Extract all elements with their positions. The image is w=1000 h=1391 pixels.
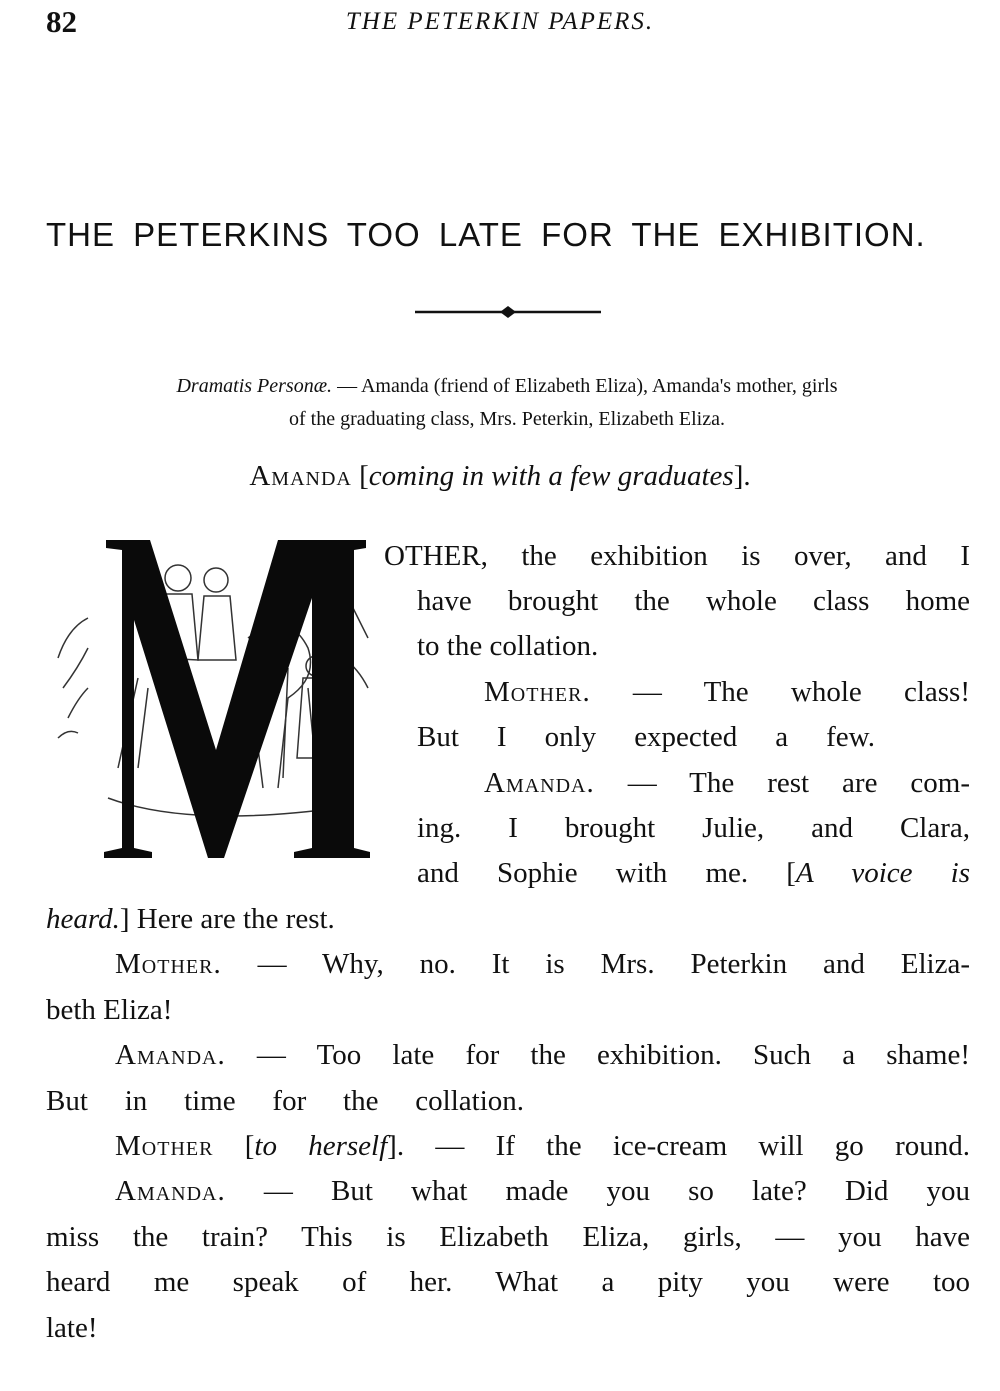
text-line-5: But I only expected a few. xyxy=(417,721,875,753)
speaker-heading xyxy=(0,460,1000,493)
illustrated-initial-letter-m-icon xyxy=(48,538,376,860)
text-line-12 xyxy=(115,1035,970,1075)
diamond-rule-ornament-icon xyxy=(415,304,601,320)
chapter-title: THE PETERKINS TOO LATE FOR THE EXHIBITION. xyxy=(46,216,926,253)
text-line-14 xyxy=(115,1126,970,1166)
speaker-mother: Mother. xyxy=(115,948,222,980)
speaker-amanda: Amanda. xyxy=(115,1175,226,1207)
speaker-amanda: Amanda. xyxy=(484,767,595,799)
text-line-4 xyxy=(484,672,970,712)
stage-direction: coming in with a few graduates xyxy=(368,460,734,492)
text-line-6 xyxy=(484,763,970,803)
text-line-15 xyxy=(115,1171,970,1211)
text-line-9 xyxy=(46,899,335,939)
line-8-direction: A voice is xyxy=(795,857,970,889)
bracket-open: [ xyxy=(359,460,369,492)
speaker-mother: Mother. xyxy=(484,676,591,708)
speaker-amanda: Amanda. xyxy=(115,1039,226,1071)
page-number: 82 xyxy=(46,4,77,39)
text-line-11: beth Eliza! xyxy=(46,994,173,1026)
line-10-text: — Why, no. It is Mrs. Peterkin and Eliza- xyxy=(221,948,970,980)
line-8-text: and Sophie with me. [ xyxy=(417,857,796,889)
text-line-8 xyxy=(417,853,970,893)
text-line-1: OTHER, the exhibition is over, and I xyxy=(384,540,970,572)
line-14-bracket: [ xyxy=(213,1130,255,1162)
dramatis-personae xyxy=(46,370,968,436)
bracket-close: ]. xyxy=(733,460,751,492)
speaker-mother: Mother xyxy=(115,1130,214,1162)
text-line-2: have brought the whole class home xyxy=(417,585,970,617)
line-12-text: — Too late for the exhibition. Such a shame! xyxy=(225,1039,970,1071)
text-line-10 xyxy=(115,944,970,984)
line-15-text: — But what made you so late? Did you xyxy=(225,1175,970,1207)
line-9-direction: heard. xyxy=(46,903,120,935)
text-line-7: ing. I brought Julie, and Clara, xyxy=(417,812,970,844)
line-4-text: — The whole class! xyxy=(590,676,970,708)
line-6-text: — The rest are com- xyxy=(594,767,970,799)
text-line-3: to the collation. xyxy=(417,630,599,662)
text-line-13: But in time for the collation. xyxy=(46,1085,524,1117)
line-9-text: ] Here are the rest. xyxy=(119,903,335,935)
dramatis-text-2: of the graduating class, Mrs. Peterkin, Elizabeth Eliza. xyxy=(289,408,725,430)
text-line-18: late! xyxy=(46,1312,98,1344)
line-14-direction: to herself xyxy=(254,1130,388,1162)
speaker-name: Amanda xyxy=(249,460,352,492)
text-line-16: miss the train? This is Elizabeth Eliza, girls, — you have xyxy=(46,1221,970,1253)
text-line-17: heard me speak of her. What a pity you were too xyxy=(46,1266,970,1298)
dramatis-text-1: — Amanda (friend of Elizabeth Eliza), Amanda's mother, girls xyxy=(332,375,838,397)
running-head: THE PETERKIN PAPERS. xyxy=(345,8,655,35)
dramatis-label: Dramatis Personæ. xyxy=(176,375,333,397)
line-14-text: ]. — If the ice-cream will go round. xyxy=(387,1130,970,1162)
